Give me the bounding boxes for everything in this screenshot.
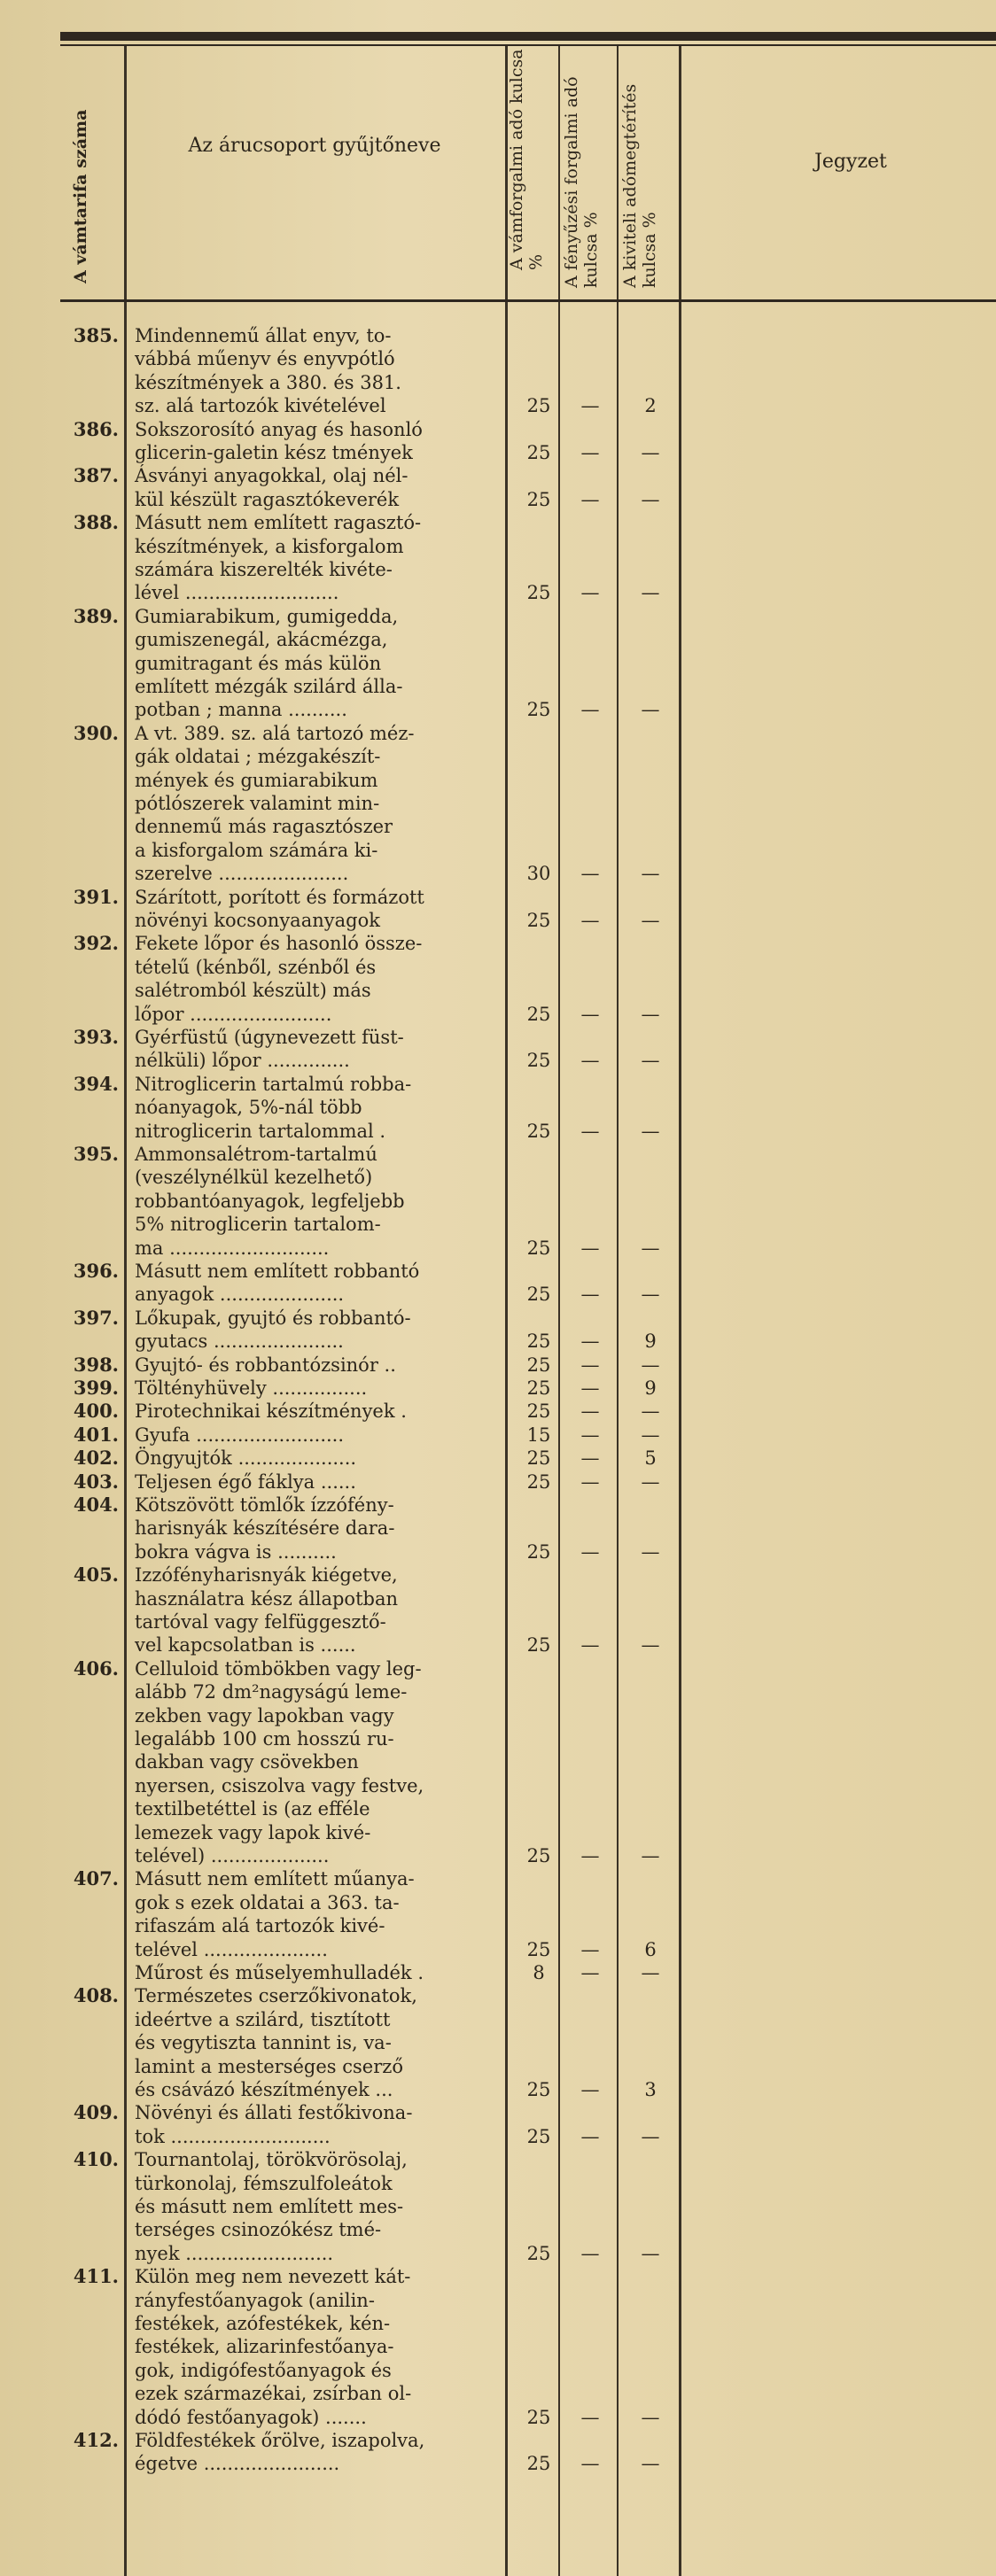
rate-2-value: —	[580, 863, 600, 885]
tariff-number: 406.	[73, 1657, 119, 1680]
tariff-number: 390.	[73, 721, 119, 744]
header-rate-2: A fényűzési forgalmi adó kulcsa %	[562, 76, 601, 288]
rate-1-value: 25	[526, 1003, 551, 1025]
rate-1-value: 8	[533, 1962, 545, 1983]
rate-3-value: —	[641, 1634, 660, 1657]
table-row	[0, 464, 996, 511]
tariff-number: 403.	[73, 1470, 119, 1493]
rate-2-value: —	[580, 1424, 600, 1446]
rate-2-value: —	[580, 1962, 600, 1983]
rate-1-value: 25	[526, 1540, 551, 1563]
header-rate-1: A vámforgalmi adó kulcsa %	[507, 49, 546, 270]
group-name: Műrost és műselyemhulladék .	[135, 1962, 424, 1983]
table-row	[0, 2148, 996, 2265]
rate-2-value: —	[580, 1377, 600, 1399]
tariff-number: 408.	[73, 1984, 119, 2007]
rate-1-value: 25	[526, 909, 551, 931]
table-row	[0, 1424, 996, 1447]
tariff-number: 399.	[73, 1377, 119, 1399]
rate-2-value: —	[580, 1447, 600, 1470]
table-row	[0, 1984, 996, 2101]
group-name: Pirotechnikai készítmények .	[135, 1401, 407, 1423]
tariff-number: 404.	[73, 1494, 119, 1516]
tariff-number: 397.	[73, 1306, 119, 1329]
group-name: Gumiarabikum, gumigedda, gumiszenegál, akácmézga, gumitragant és más külön említett mézgák szilárd álla- potban ; manna ..........	[135, 605, 403, 721]
tariff-number: 407.	[73, 1867, 119, 1890]
table-row	[0, 1867, 996, 1961]
group-name: Ásványi anyagokkal, olaj nél- kül készült ragasztókeverék	[135, 465, 409, 510]
rate-3-value: 6	[644, 1938, 657, 1960]
rate-1-value: 30	[526, 863, 551, 885]
rate-3-value: —	[641, 1354, 660, 1376]
rate-3-value: —	[641, 1424, 660, 1446]
rate-1-value: 25	[526, 1844, 551, 1866]
rate-3-value: —	[641, 1401, 660, 1423]
rate-2-value: —	[580, 488, 600, 510]
rate-2-value: —	[580, 1003, 600, 1025]
rate-1-value: 25	[526, 2078, 551, 2100]
tariff-number: 398.	[73, 1353, 119, 1376]
group-name: Lőkupak, gyujtó és robbantó- gyutacs ......................	[135, 1307, 411, 1353]
rate-2-value: —	[580, 1284, 600, 1306]
tariff-number: 412.	[73, 2429, 119, 2451]
tariff-number: 392.	[73, 932, 119, 955]
table-row	[0, 2101, 996, 2148]
rate-1-value: 25	[526, 2453, 551, 2475]
group-name: Ammonsalétrom-tartalmú (veszélynélkül kezelhető) robbantóanyagok, legfeljebb 5% nitroglicerin tartalom- ma ...........................	[135, 1144, 405, 1259]
rate-2-value: —	[580, 2078, 600, 2100]
rate-1-value: 25	[526, 2406, 551, 2428]
header-tariff-number: A vámtarifa száma	[71, 109, 90, 283]
rate-3-value: —	[641, 1470, 660, 1493]
tariff-number: 396.	[73, 1260, 119, 1282]
rate-2-value: —	[580, 1050, 600, 1072]
rate-1-value: 25	[526, 1447, 551, 1470]
group-name: Szárított, porított és formázott növényi kocsonyaanyagok	[135, 886, 424, 931]
rate-3-value: —	[641, 699, 660, 721]
rate-2-value: —	[580, 1634, 600, 1657]
table-row	[0, 1260, 996, 1307]
rate-3-value: —	[641, 2453, 660, 2475]
rate-1-value: 25	[526, 1634, 551, 1657]
tariff-number: 394.	[73, 1072, 119, 1095]
rate-1-value: 25	[526, 2242, 551, 2264]
rate-1-value: 25	[526, 1354, 551, 1376]
top-rule-thin	[60, 44, 996, 46]
rate-3-value: —	[641, 909, 660, 931]
rate-1-value: 25	[526, 1331, 551, 1353]
rate-1-value: 25	[526, 1050, 551, 1072]
header-group-name: Az árucsoport gyűjtőneve	[188, 135, 441, 157]
group-name: Celluloid tömbökben vagy leg- alább 72 dm²nagyságú leme- zekben vagy lapokban vagy legalább 100 cm hosszú ru- dakban vagy csövekben nyersen, csiszolva vagy festve, textilbetéttel is (az efféle lemezek vagy lapok kivé- telével) ....................	[135, 1657, 424, 1867]
tariff-number: 411.	[73, 2265, 119, 2288]
group-name: Másutt nem említett műanya- gok s ezek oldatai a 363. ta- rifaszám alá tartozók kivé- telével .....................	[135, 1868, 415, 1960]
table-row	[0, 1354, 996, 1377]
table-row	[0, 932, 996, 1026]
tariff-number: 405.	[73, 1563, 119, 1587]
table-row	[0, 1494, 996, 1563]
table-row	[0, 324, 996, 418]
rate-2-value: —	[580, 909, 600, 931]
rate-2-value: —	[580, 1331, 600, 1353]
tariff-number: 401.	[73, 1423, 119, 1446]
rate-3-value: —	[641, 488, 660, 510]
group-name: Gyujtó- és robbantózsinór ..	[135, 1354, 396, 1376]
rate-3-value: 3	[644, 2078, 657, 2100]
group-name: Másutt nem említett ragasztó- készítmények, a kisforgalom számára kiszerelték kivéte- lével ..........................	[135, 512, 422, 604]
tariff-number: 387.	[73, 464, 119, 487]
rate-1-value: 25	[526, 582, 551, 604]
table-row	[0, 1961, 996, 1984]
rate-1-value: 25	[526, 2125, 551, 2147]
rate-1-value: 25	[526, 699, 551, 721]
rate-1-value: 25	[526, 1470, 551, 1493]
tariff-number: 409.	[73, 2101, 119, 2124]
table-row	[0, 605, 996, 722]
table-row	[0, 1563, 996, 1657]
header-rule	[60, 299, 996, 302]
rate-1-value: 15	[526, 1424, 551, 1446]
rate-1-value: 25	[526, 1401, 551, 1423]
rate-2-value: —	[580, 2406, 600, 2428]
rate-3-value: —	[641, 1003, 660, 1025]
rate-1-value: 25	[526, 1120, 551, 1142]
tariff-number: 400.	[73, 1400, 119, 1423]
table-row	[0, 418, 996, 465]
group-name: A vt. 389. sz. alá tartozó méz- gák oldatai ; mézgakészít- mények és gumiarabikum pótlószerek valamint min- dennemű más ragasztószer a kisforgalom számára ki- szerelve ......................	[135, 722, 415, 885]
table-row	[0, 1026, 996, 1073]
tariff-number: 391.	[73, 885, 119, 908]
table-row	[0, 1470, 996, 1494]
rate-1-value: 25	[526, 395, 551, 417]
rate-3-value: —	[641, 1237, 660, 1259]
group-name: Öngyujtók ....................	[135, 1447, 357, 1470]
rate-2-value: —	[580, 1844, 600, 1866]
rate-2-value: —	[580, 1470, 600, 1493]
group-name: Mindennemű állat enyv, to- vábbá műenyv és enyvpótló készítmények a 380. és 381. sz. alá tartozók kivételével	[135, 325, 401, 417]
header-rate-3: A kiviteli adómegtérítés kulcsa %	[620, 83, 659, 288]
group-name: Fekete lőpor és hasonló össze- tételű (kénből, szénből és salétromból készült) más lőpor ........................	[135, 933, 423, 1025]
table-row	[0, 1400, 996, 1423]
rate-2-value: —	[580, 699, 600, 721]
group-name: Izzófényharisnyák kiégetve, használatra kész állapotban tartóval vagy felfüggesztő- vel kapcsolatban is ......	[135, 1564, 398, 1657]
rate-3-value: —	[641, 441, 660, 463]
rate-2-value: —	[580, 1354, 600, 1376]
rate-1-value: 25	[526, 1938, 551, 1960]
rate-2-value: —	[580, 441, 600, 463]
rate-1-value: 25	[526, 1377, 551, 1399]
rate-3-value: 9	[644, 1377, 657, 1399]
group-name: Másutt nem említett robbantó anyagok .....................	[135, 1261, 420, 1306]
table-row	[0, 1307, 996, 1354]
tariff-number: 410.	[73, 2148, 119, 2171]
rate-3-value: —	[641, 863, 660, 885]
group-name: Kötszövött tömlők ízzófény- harisnyák készítésére dara- bokra vágva is ..........	[135, 1494, 395, 1563]
header-note: Jegyzet	[814, 151, 887, 173]
rate-3-value: 9	[644, 1331, 657, 1353]
group-name: Tournantolaj, törökvörösolaj, türkonolaj, fémszulfoleátok és másutt nem említett mes- terséges csinozókész tmé- nyek .........................	[135, 2149, 408, 2264]
tariff-number: 385.	[73, 324, 119, 346]
table-row	[0, 1073, 996, 1143]
table-row	[0, 1143, 996, 1260]
group-name: Nitroglicerin tartalmú robba- nóanyagok, 5%-nál több nitroglicerin tartalommal .	[135, 1073, 412, 1142]
rate-1-value: 25	[526, 488, 551, 510]
rate-2-value: —	[580, 1120, 600, 1142]
rate-2-value: —	[580, 1540, 600, 1563]
rate-3-value: —	[641, 1120, 660, 1142]
group-name: Töltényhüvely ................	[135, 1377, 368, 1399]
table-row	[0, 2429, 996, 2476]
tariff-number: 389.	[73, 604, 119, 627]
rate-2-value: —	[580, 2242, 600, 2264]
rate-3-value: —	[641, 1050, 660, 1072]
table-row	[0, 722, 996, 886]
rate-3-value: 2	[644, 395, 657, 417]
rate-2-value: —	[580, 1401, 600, 1423]
rate-3-value: —	[641, 1962, 660, 1983]
rate-2-value: —	[580, 1938, 600, 1960]
group-name: Természetes cserzőkivonatok, ideértve a szilárd, tisztított és vegytiszta tannint is, va- lamint a mesterséges cserző és csávázó készítmények ...	[135, 1985, 417, 2101]
rate-3-value: —	[641, 582, 660, 604]
group-name: Földfestékek őrölve, iszapolva, égetve .......................	[135, 2430, 425, 2475]
rate-3-value: 5	[644, 1447, 657, 1470]
rate-1-value: 25	[526, 1284, 551, 1306]
rate-2-value: —	[580, 2125, 600, 2147]
rate-3-value: —	[641, 1284, 660, 1306]
table-row	[0, 1447, 996, 1470]
rate-3-value: —	[641, 2125, 660, 2147]
rate-3-value: —	[641, 2406, 660, 2428]
tariff-number: 388.	[73, 511, 119, 534]
table-row	[0, 2265, 996, 2429]
group-name: Teljesen égő fáklya ......	[135, 1470, 356, 1493]
rate-2-value: —	[580, 582, 600, 604]
table-row	[0, 886, 996, 933]
top-rule	[60, 32, 996, 41]
tariff-number: 393.	[73, 1026, 119, 1048]
group-name: Gyufa .........................	[135, 1424, 345, 1446]
rate-1-value: 25	[526, 441, 551, 463]
table-row	[0, 1377, 996, 1400]
rate-2-value: —	[580, 395, 600, 417]
rate-2-value: —	[580, 1237, 600, 1259]
rate-1-value: 25	[526, 1237, 551, 1259]
rate-3-value: —	[641, 2242, 660, 2264]
tariff-number: 402.	[73, 1447, 119, 1470]
group-name: Külön meg nem nevezett kát- rányfestőanyagok (anilin- festékek, azófestékek, kén- festékek, alizarinfestőanya- gok, indigófestőanyagok és ezek származékai, zsírban ol- dódó festőanyagok) .......	[135, 2266, 412, 2428]
group-name: Növényi és állati festőkivona- tok ...........................	[135, 2102, 413, 2147]
rate-2-value: —	[580, 2453, 600, 2475]
tariff-number: 395.	[73, 1143, 119, 1165]
rate-3-value: —	[641, 1540, 660, 1563]
rate-3-value: —	[641, 1844, 660, 1866]
table-row	[0, 1657, 996, 1868]
table-row	[0, 511, 996, 605]
group-name: Sokszorosító anyag és hasonló glicerin-galetin kész tmények	[135, 418, 423, 463]
group-name: Gyérfüstű (úgynevezett füst- nélküli) lőpor ..............	[135, 1027, 404, 1072]
tariff-number: 386.	[73, 417, 119, 440]
